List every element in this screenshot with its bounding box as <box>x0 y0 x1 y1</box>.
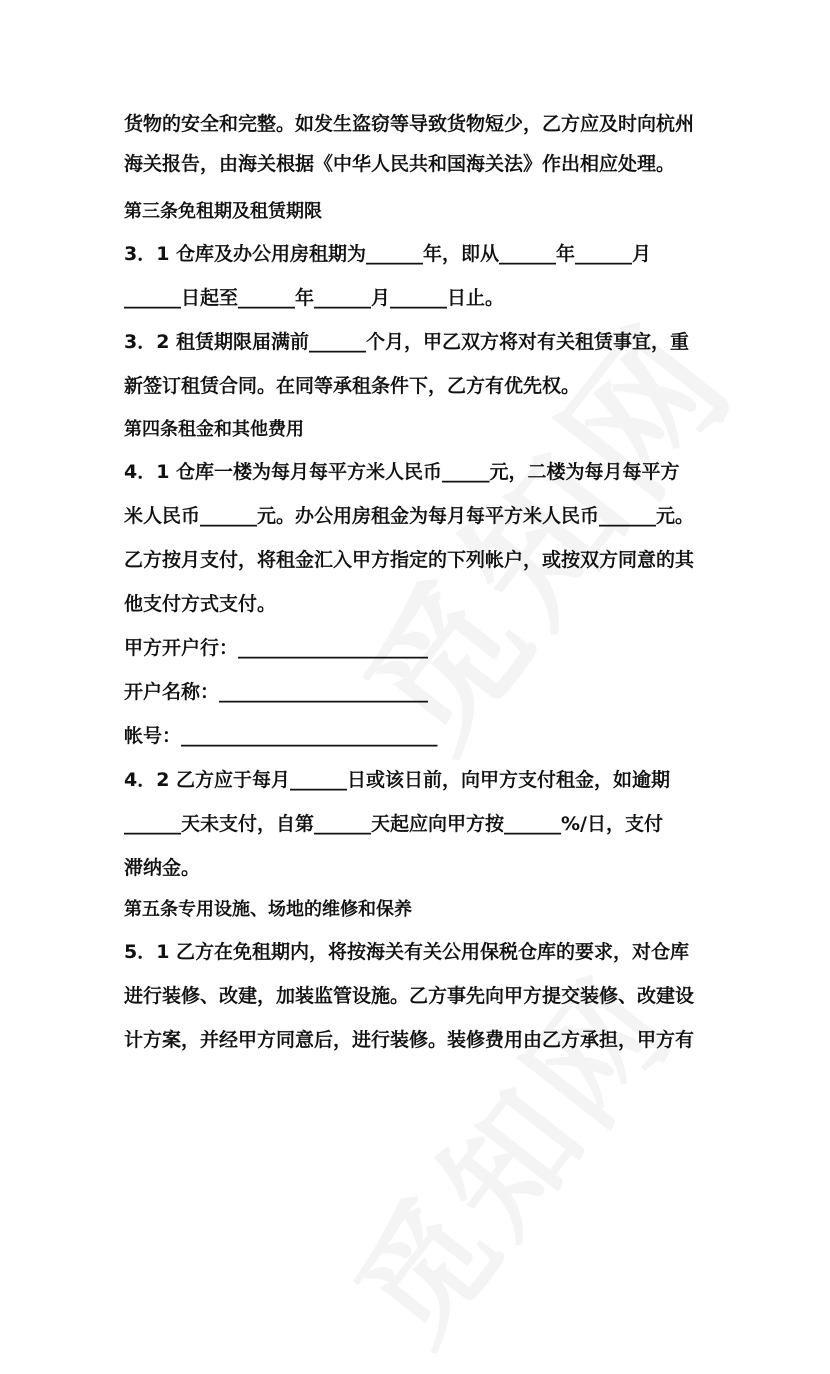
bank-field: 甲方开户行：____________________ <box>124 637 429 659</box>
section-heading: 第五条专用设施、场地的维修和保养 <box>124 899 412 920</box>
text-line: 货物的安全和完整。如发生盗窃等导致货物短少，乙方应及时向杭州 <box>124 113 695 135</box>
text-line: ______天未支付，自第______天起应向甲方按______%/日，支付 <box>124 813 663 835</box>
text-line: 海关报告，由海关根据《中华人民共和国海关法》作出相应处理。 <box>124 153 676 175</box>
text-line: 3．1 仓库及办公用房租期为______年，即从______年______月 <box>124 243 652 265</box>
text-line: 新签订租赁合同。在同等承租条件下，乙方有优先权。 <box>124 375 581 397</box>
text-line: 米人民币______元。办公用房租金为每月每平方米人民币______元。 <box>124 505 695 527</box>
text-line: 进行装修、改建，加装监管设施。乙方事先向甲方提交装修、改建设 <box>124 985 695 1007</box>
text-line: 5．1 乙方在免租期内，将按海关有关公用保税仓库的要求，对仓库 <box>124 941 690 963</box>
account-name-field: 开户名称：______________________ <box>124 681 429 703</box>
account-number-field: 帐号：___________________________ <box>124 725 438 747</box>
text-line: 他支付方式支付。 <box>124 593 277 615</box>
text-line: 计方案，并经甲方同意后，进行装修。装修费用由乙方承担，甲方有 <box>124 1029 695 1051</box>
section-heading: 第四条租金和其他费用 <box>124 419 304 440</box>
text-line: 滞纳金。 <box>124 857 201 879</box>
text-line: ______日起至______年______月______日止。 <box>124 287 505 309</box>
text-line: 4．2 乙方应于每月______日或该日前，向甲方支付租金，如逾期 <box>124 769 671 791</box>
text-line: 4．1 仓库一楼为每月每平方米人民币_____元，二楼为每月每平方 <box>124 461 680 483</box>
section-heading: 第三条免租期及租赁期限 <box>124 201 322 222</box>
text-line: 3．2 租赁期限届满前______个月，甲乙双方将对有关租赁事宜，重 <box>124 331 690 353</box>
text-line: 乙方按月支付，将租金汇入甲方指定的下列帐户，或按双方同意的其 <box>124 549 695 571</box>
